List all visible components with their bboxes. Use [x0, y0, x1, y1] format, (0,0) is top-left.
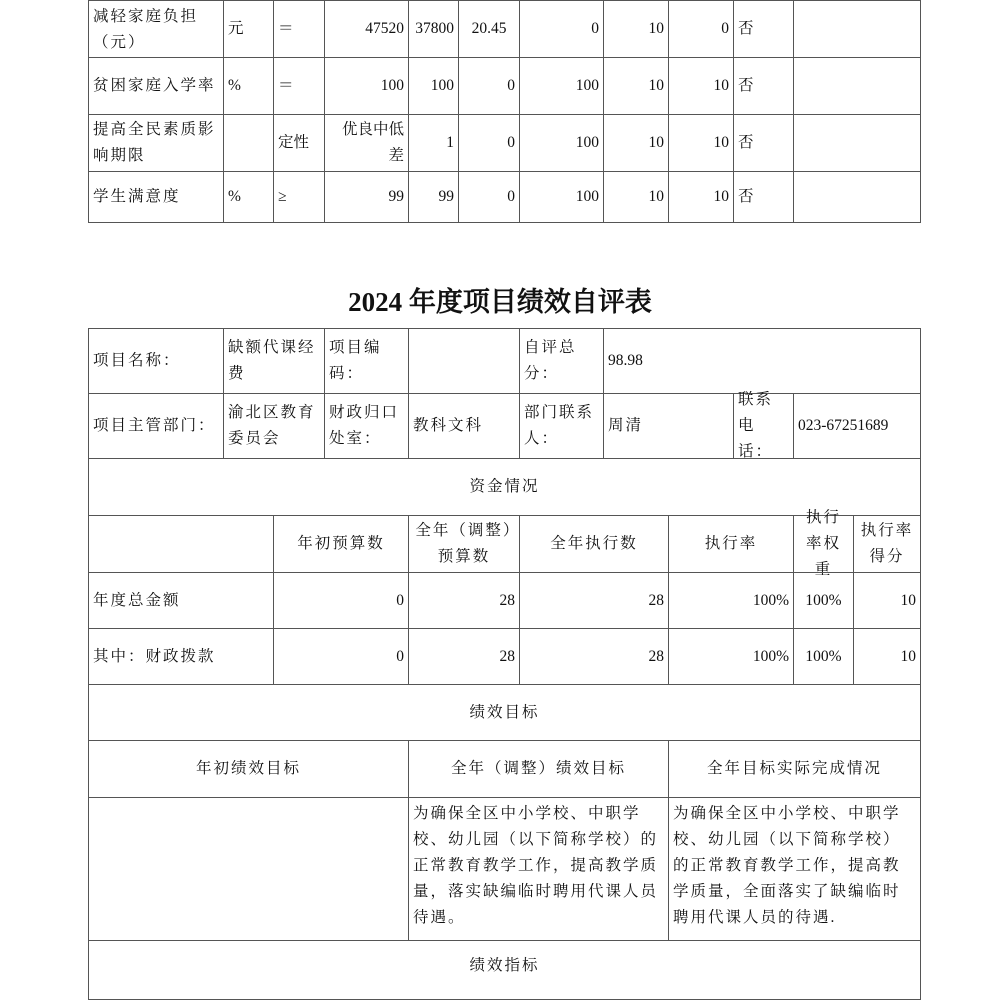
funds-initial: 0 [273, 628, 409, 685]
indicator-target: 100 [324, 57, 409, 115]
funds-executed: 28 [519, 628, 669, 685]
funds-rate: 100% [668, 628, 794, 685]
funds-adjusted: 28 [408, 628, 520, 685]
funds-score: 10 [853, 572, 921, 629]
funds-header-blank [88, 515, 274, 573]
funds-row-label: 其中：财政拨款 [88, 628, 274, 685]
indicator-target: 优良中低差 [324, 114, 409, 172]
project-name-label: 项目名称： [88, 328, 224, 394]
dept: 渝北区教育委员会 [223, 393, 325, 459]
indicator-deviation: 0 [458, 114, 520, 172]
goals-section-header: 绩效目标 [88, 684, 921, 741]
indicator-deviation: 20.45 [458, 0, 520, 58]
total-score-label: 自评总分： [519, 328, 604, 394]
goal-initial [88, 797, 409, 941]
funds-header-rate: 执行率 [668, 515, 794, 573]
indicator-score: 10 [668, 114, 734, 172]
indicator-name: 学生满意度 [88, 171, 224, 223]
indicator-unit [223, 114, 274, 172]
funds-header-initial: 年初预算数 [273, 515, 409, 573]
indicator-name: 提高全民素质影响期限 [88, 114, 224, 172]
funds-section-header: 资金情况 [88, 458, 921, 516]
indicator-name: 贫困家庭入学率 [88, 57, 224, 115]
total-score: 98.98 [603, 328, 921, 394]
indicators-section-header: 绩效指标 [88, 940, 921, 1000]
indicator-actual: 99 [408, 171, 459, 223]
indicator-weight: 10 [603, 171, 669, 223]
indicator-unit: % [223, 171, 274, 223]
funds-header-score: 执行率得分 [853, 515, 921, 573]
goals-header-actual: 全年目标实际完成情况 [668, 740, 921, 798]
indicator-operator: ≥ [273, 171, 325, 223]
funds-initial: 0 [273, 572, 409, 629]
project-code-label: 项目编码： [324, 328, 409, 394]
indicator-deviation: 0 [458, 171, 520, 223]
indicator-completion: 0 [519, 0, 604, 58]
indicator-name: 减轻家庭负担（元） [88, 0, 224, 58]
indicator-score: 0 [668, 0, 734, 58]
funds-executed: 28 [519, 572, 669, 629]
funds-score: 10 [853, 628, 921, 685]
phone-label: 联系电话： [733, 393, 794, 459]
funds-weight: 100% [793, 628, 854, 685]
indicator-flag: 否 [733, 171, 794, 223]
contact: 周清 [603, 393, 734, 459]
indicator-unit: % [223, 57, 274, 115]
indicator-weight: 10 [603, 57, 669, 115]
indicator-operator: 定性 [273, 114, 325, 172]
project-code [408, 328, 520, 394]
goal-actual: 为确保全区中小学校、中职学校、幼儿园（以下简称学校）的正常教育教学工作，提高教学质量，全面落实了缺编临时聘用代课人员的待遇. [668, 797, 921, 941]
page-title: 2024 年度项目绩效自评表 [348, 287, 652, 317]
indicator-flag: 否 [733, 0, 794, 58]
project-name: 缺额代课经费 [223, 328, 325, 394]
goal-adjusted: 为确保全区中小学校、中职学校、幼儿园（以下简称学校）的正常教育教学工作，提高教学质量，落实缺编临时聘用代课人员待遇。 [408, 797, 669, 941]
indicator-score: 10 [668, 57, 734, 115]
dept-label: 项目主管部门： [88, 393, 224, 459]
indicator-completion: 100 [519, 171, 604, 223]
indicator-target: 47520 [324, 0, 409, 58]
indicator-flag: 否 [733, 114, 794, 172]
funds-header-adjusted: 全年（调整）预算数 [408, 515, 520, 573]
indicator-actual: 100 [408, 57, 459, 115]
indicator-note [793, 114, 921, 172]
goals-header-adjusted: 全年（调整）绩效目标 [408, 740, 669, 798]
indicator-actual: 1 [408, 114, 459, 172]
funds-weight: 100% [793, 572, 854, 629]
finance-label: 财政归口处室： [324, 393, 409, 459]
indicator-unit: 元 [223, 0, 274, 58]
indicator-weight: 10 [603, 0, 669, 58]
indicator-note [793, 57, 921, 115]
indicator-completion: 100 [519, 57, 604, 115]
funds-rate: 100% [668, 572, 794, 629]
indicator-flag: 否 [733, 57, 794, 115]
funds-adjusted: 28 [408, 572, 520, 629]
indicator-operator: ＝ [273, 0, 325, 58]
indicator-score: 10 [668, 171, 734, 223]
funds-header-executed: 全年执行数 [519, 515, 669, 573]
indicator-operator: ＝ [273, 57, 325, 115]
goals-header-initial: 年初绩效目标 [88, 740, 409, 798]
funds-header-weight: 执行率权重 [793, 515, 854, 573]
indicator-actual: 37800 [408, 0, 459, 58]
indicator-deviation: 0 [458, 57, 520, 115]
indicator-note [793, 0, 921, 58]
contact-label: 部门联系人： [519, 393, 604, 459]
phone: 023-67251689 [793, 393, 921, 459]
indicator-completion: 100 [519, 114, 604, 172]
funds-row-label: 年度总金额 [88, 572, 274, 629]
indicator-weight: 10 [603, 114, 669, 172]
indicator-note [793, 171, 921, 223]
indicator-target: 99 [324, 171, 409, 223]
finance-office: 教科文科 [408, 393, 520, 459]
